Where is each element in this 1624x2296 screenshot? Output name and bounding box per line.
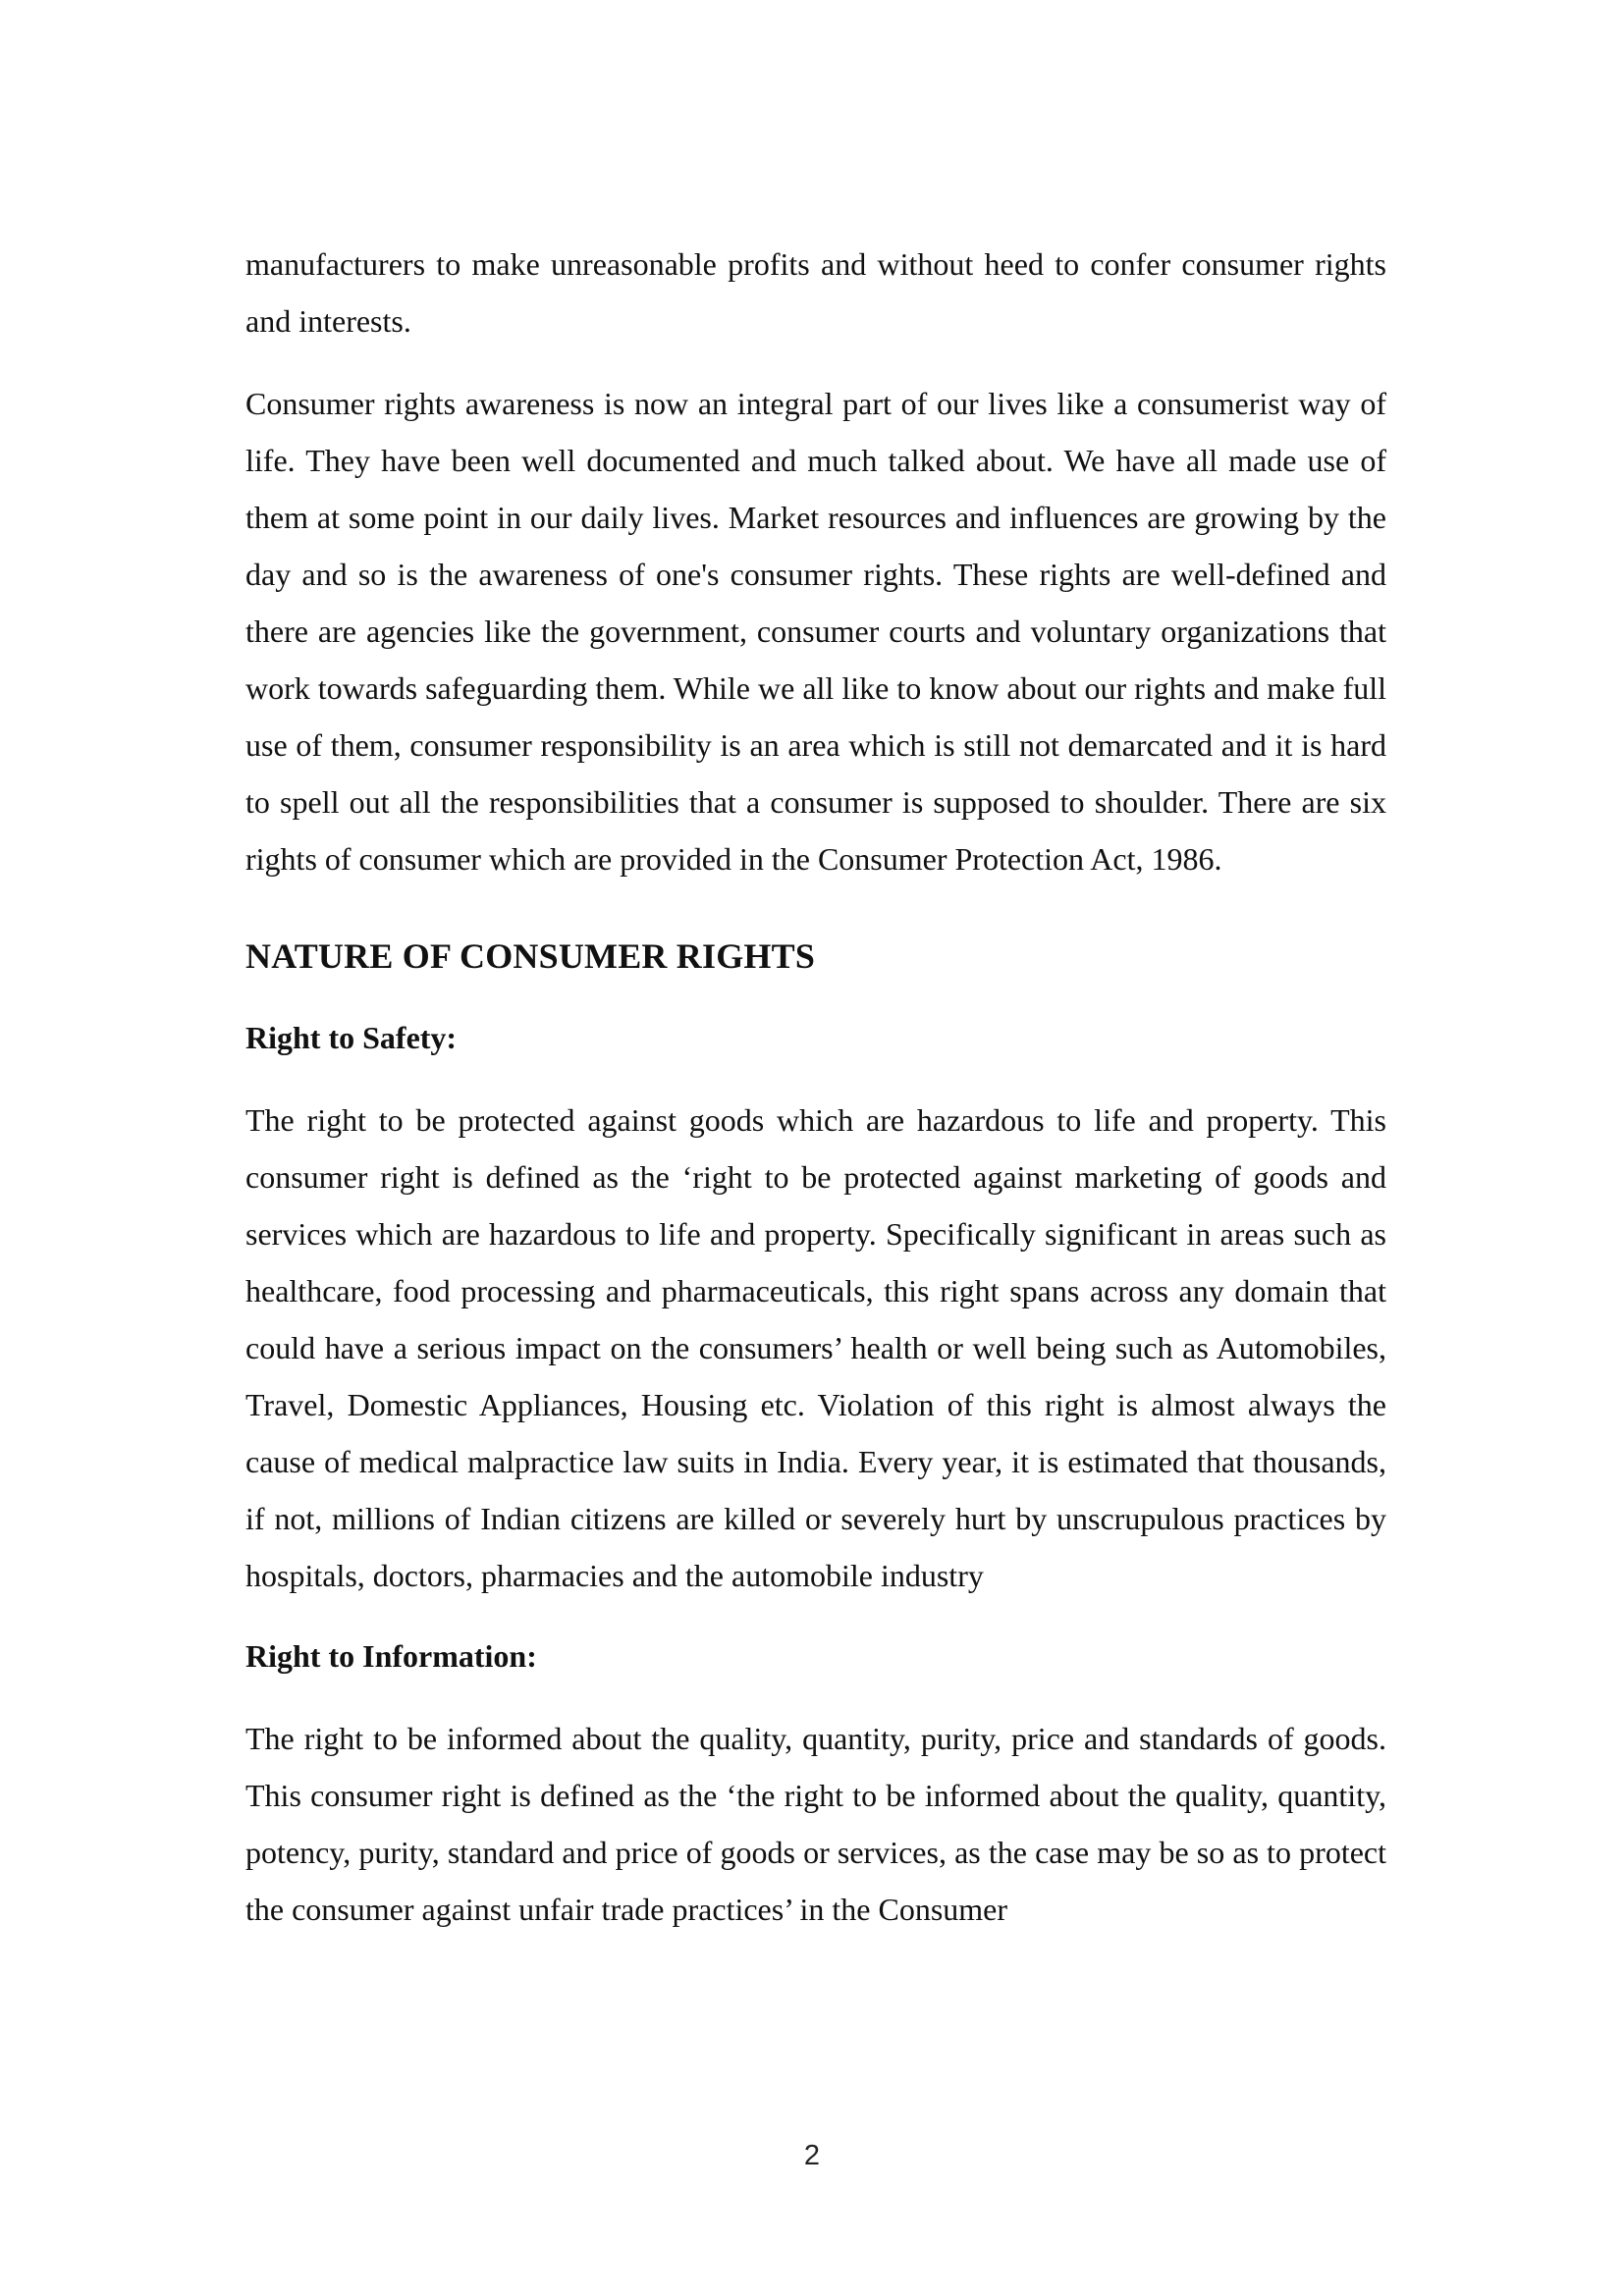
paragraph-consumer-rights-awareness: Consumer rights awareness is now an integral part of our lives like a consumerist way of life. They have been well documented and much talked about. We have all made use of them at some point in our daily lives. Market resources and influences are growing by the day and so is the awareness of one's consumer rights. These rights are well-defined and there are agencies like the government, consumer courts and voluntary organizations that work towards safeguarding them. While we all like to know about our rights and make full use of them, consumer responsibility is an area which is still not demarcated and it is hard to spell out all the responsibilities that a consumer is supposed to shoulder. There are six rights of consumer which are provided in the Consumer Protection Act, 1986. [245, 386, 1386, 877]
page-number: 2 [803, 2140, 821, 2171]
paragraph-right-to-safety: The right to be protected against goods which are hazardous to life and property. This consumer right is defined as the ‘right to be protected against marketing of goods and services which are hazardous to life and property. Specifically significant in areas such as healthcare, food processing and pharmaceuticals, this right spans across any domain that could have a serious impact on the consumers’ health or well being such as Automobiles, Travel, Domestic Appliances, Housing etc. Violation of this right is almost always the cause of medical malpractice law suits in India. Every year, it is estimated that thousands, if not, millions of Indian citizens are killed or severely hurt by unscrupulous practices by hospitals, doctors, pharmacies and the automobile industry [245, 1102, 1386, 1593]
subheading-right-to-safety: Right to Safety: [245, 1020, 458, 1055]
paragraph-intro-continuation: manufacturers to make unreasonable profits and without heed to confer consumer rights and interests. [245, 246, 1386, 339]
page-content [245, 236, 1386, 1938]
paragraph-right-to-information: The right to be informed about the quality, quantity, purity, price and standards of goods. This consumer right is defined as the ‘the right to be informed about the quality, quantity, potency, purity, standard and price of goods or services, as the case may be so as to protect the consumer against unfair trade practices’ in the Consumer [245, 1721, 1386, 1927]
subheading-right-to-information: Right to Information: [245, 1638, 537, 1674]
section-heading: NATURE OF CONSUMER RIGHTS [245, 936, 816, 976]
